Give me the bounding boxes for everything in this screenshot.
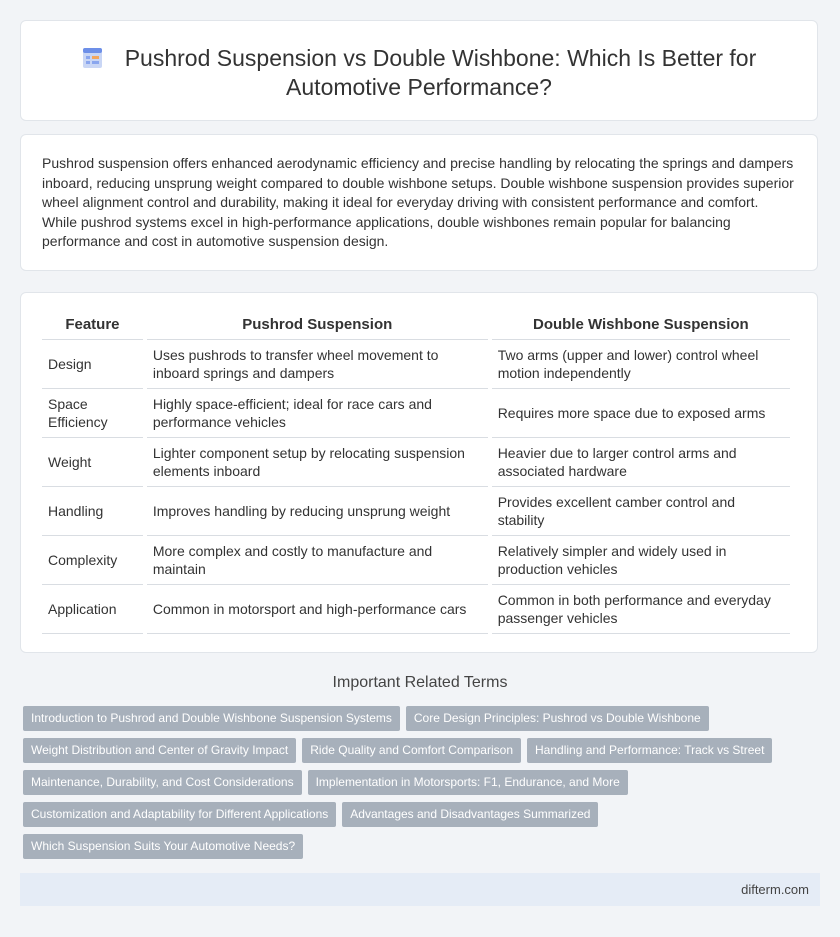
header-pushrod: Pushrod Suspension xyxy=(147,309,488,340)
pushrod-cell: Common in motorsport and high-performance cars xyxy=(147,585,488,634)
summary-text: Pushrod suspension offers enhanced aerodynamic efficiency and precise handling by relocating the springs and dampers inboard, reducing unsprung weight compared to double wishbone setups. Double wishbone suspension provides superior wheel alignment control and durability, making it ideal for everyday driving with consistent performance and comfort. While pushrod systems excel in high-performance applications, double wishbones remain popular for balancing performance and cost in automotive suspension design. xyxy=(42,155,794,249)
pushrod-cell: Highly space-efficient; ideal for race cars and performance vehicles xyxy=(147,389,488,438)
table-row xyxy=(42,340,790,389)
related-terms-row xyxy=(23,802,803,834)
footer xyxy=(20,873,820,906)
related-term-link[interactable]: Ride Quality and Comfort Comparison xyxy=(302,738,521,763)
related-terms-row xyxy=(23,834,803,866)
table-row xyxy=(42,585,790,634)
double-wishbone-cell: Heavier due to larger control arms and associated hardware xyxy=(492,438,790,487)
header-feature: Feature xyxy=(42,309,143,340)
related-terms-row xyxy=(23,770,803,802)
pushrod-cell: Improves handling by reducing unsprung weight xyxy=(147,487,488,536)
feature-cell: Design xyxy=(42,340,143,389)
double-wishbone-cell: Provides excellent camber control and stability xyxy=(492,487,790,536)
summary-card xyxy=(20,134,818,271)
related-term-link[interactable]: Advantages and Disadvantages Summarized xyxy=(342,802,598,827)
comparison-table-card xyxy=(20,292,818,653)
double-wishbone-cell: Relatively simpler and widely used in production vehicles xyxy=(492,536,790,585)
table-row xyxy=(42,438,790,487)
double-wishbone-cell: Requires more space due to exposed arms xyxy=(492,389,790,438)
related-terms-heading: Important Related Terms xyxy=(332,674,508,691)
header-double-wishbone: Double Wishbone Suspension xyxy=(492,309,790,340)
table-row xyxy=(42,487,790,536)
related-term-link[interactable]: Core Design Principles: Pushrod vs Double Wishbone xyxy=(406,706,709,731)
pushrod-cell: Lighter component setup by relocating suspension elements inboard xyxy=(147,438,488,487)
title-line-2: Automotive Performance? xyxy=(286,74,552,100)
site-link[interactable]: difterm.com xyxy=(741,882,809,897)
related-term-link[interactable]: Implementation in Motorsports: F1, Endurance, and More xyxy=(308,770,628,795)
related-terms-list xyxy=(23,706,803,866)
pushrod-cell: Uses pushrods to transfer wheel movement to inboard springs and dampers xyxy=(147,340,488,389)
title-line-1: Pushrod Suspension vs Double Wishbone: Which Is Better for xyxy=(124,45,757,71)
feature-cell: Handling xyxy=(42,487,143,536)
table-row xyxy=(42,389,790,438)
table-header-row xyxy=(42,309,790,340)
related-term-link[interactable]: Which Suspension Suits Your Automotive Needs? xyxy=(23,834,303,859)
table-row xyxy=(42,536,790,585)
feature-cell: Weight xyxy=(42,438,143,487)
comparison-table xyxy=(38,309,794,634)
page-title xyxy=(21,44,817,102)
related-terms-row xyxy=(23,706,803,738)
document-icon xyxy=(82,46,103,69)
title-card xyxy=(20,20,818,121)
double-wishbone-cell: Two arms (upper and lower) control wheel motion independently xyxy=(492,340,790,389)
related-term-link[interactable]: Handling and Performance: Track vs Street xyxy=(527,738,772,763)
feature-cell: Complexity xyxy=(42,536,143,585)
feature-cell: Application xyxy=(42,585,143,634)
pushrod-cell: More complex and costly to manufacture and maintain xyxy=(147,536,488,585)
related-term-link[interactable]: Customization and Adaptability for Different Applications xyxy=(23,802,336,827)
related-term-link[interactable]: Introduction to Pushrod and Double Wishbone Suspension Systems xyxy=(23,706,400,731)
double-wishbone-cell: Common in both performance and everyday passenger vehicles xyxy=(492,585,790,634)
related-terms-row xyxy=(23,738,803,770)
related-term-link[interactable]: Weight Distribution and Center of Gravity Impact xyxy=(23,738,296,763)
related-term-link[interactable]: Maintenance, Durability, and Cost Considerations xyxy=(23,770,302,795)
feature-cell: Space Efficiency xyxy=(42,389,143,438)
